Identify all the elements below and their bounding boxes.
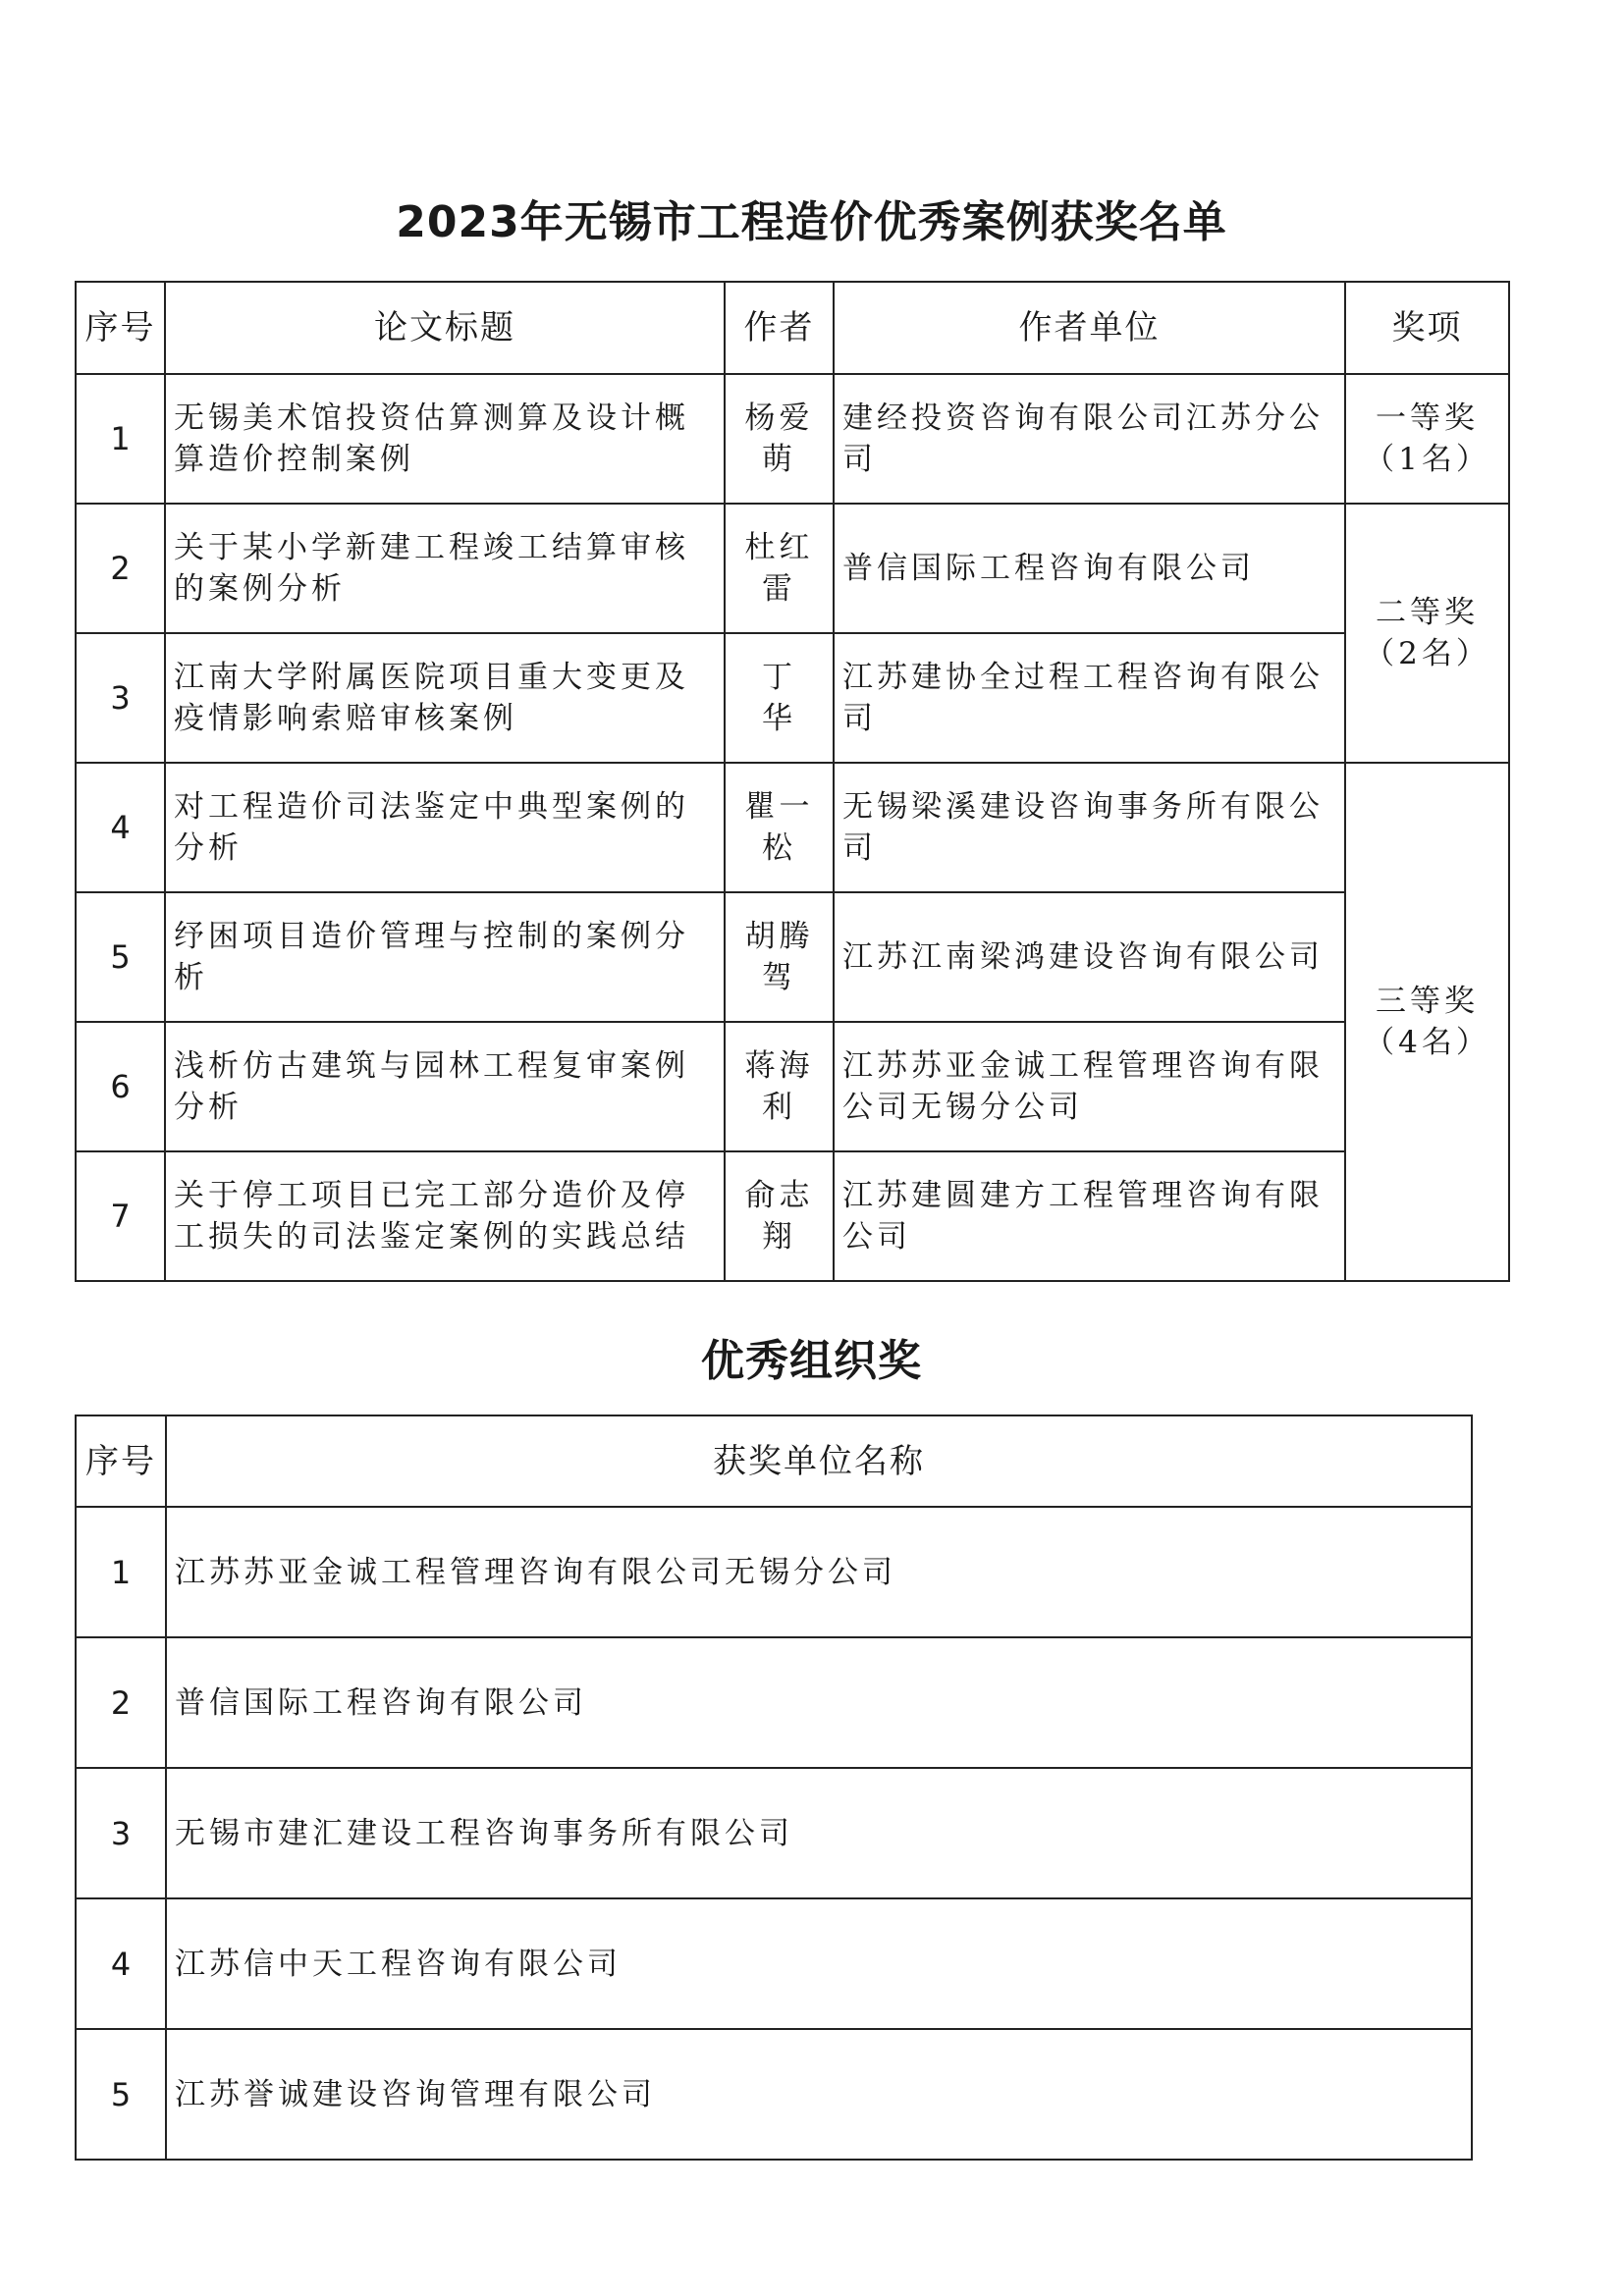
row-unit: 江苏建圆建方工程管理咨询有限公司	[834, 1151, 1345, 1281]
prize-count: （4名）	[1364, 1025, 1490, 1060]
section-title: 优秀组织奖	[701, 1336, 922, 1386]
page-title: 2023年无锡市工程造价优秀案例获奖名单	[396, 197, 1227, 247]
org-award-table	[75, 1415, 1473, 2161]
row-org-name: 江苏信中天工程咨询有限公司	[166, 1898, 1472, 2029]
row-title: 江南大学附属医院项目重大变更及疫情影响索赔审核案例	[165, 633, 725, 763]
row-no: 3	[76, 633, 165, 763]
row-org-name: 普信国际工程咨询有限公司	[166, 1637, 1472, 1768]
row-title: 浅析仿古建筑与园林工程复审案例分析	[165, 1022, 725, 1151]
row-author: 胡腾驾	[725, 892, 834, 1022]
table-header-row	[76, 282, 1509, 374]
row-title: 对工程造价司法鉴定中典型案例的分析	[165, 763, 725, 892]
table-row	[76, 374, 1509, 504]
row-author: 俞志翔	[725, 1151, 834, 1281]
row-no: 4	[76, 1898, 166, 2029]
row-org-name: 江苏誉诚建设咨询管理有限公司	[166, 2029, 1472, 2160]
award-table	[75, 281, 1510, 1282]
header-org-name: 获奖单位名称	[166, 1415, 1472, 1507]
table-row	[76, 1768, 1472, 1898]
row-no: 6	[76, 1022, 165, 1151]
header-prize: 奖项	[1345, 282, 1509, 374]
row-unit: 建经投资咨询有限公司江苏分公司	[834, 374, 1345, 504]
row-author: 蒋海利	[725, 1022, 834, 1151]
row-author: 杨爱萌	[725, 374, 834, 504]
row-title: 无锡美术馆投资估算测算及设计概算造价控制案例	[165, 374, 725, 504]
prize-cell	[1345, 763, 1509, 1281]
prize-name: 三等奖	[1376, 984, 1479, 1019]
table-row	[76, 1507, 1472, 1637]
row-title: 纾困项目造价管理与控制的案例分析	[165, 892, 725, 1022]
table-row	[76, 1898, 1472, 2029]
header-no: 序号	[76, 1415, 166, 1507]
row-no: 2	[76, 1637, 166, 1768]
prize-cell	[1345, 504, 1509, 763]
prize-name: 一等奖	[1376, 400, 1479, 436]
row-no: 5	[76, 892, 165, 1022]
row-no: 7	[76, 1151, 165, 1281]
table-row	[76, 1151, 1509, 1281]
prize-name: 二等奖	[1376, 595, 1479, 630]
row-author: 瞿一松	[725, 763, 834, 892]
table-row	[76, 1022, 1509, 1151]
row-title: 关于停工项目已完工部分造价及停工损失的司法鉴定案例的实践总结	[165, 1151, 725, 1281]
header-author: 作者	[725, 282, 834, 374]
row-no: 4	[76, 763, 165, 892]
table-row	[76, 892, 1509, 1022]
prize-count: （2名）	[1364, 636, 1490, 671]
row-title: 关于某小学新建工程竣工结算审核的案例分析	[165, 504, 725, 633]
header-no: 序号	[76, 282, 165, 374]
prize-cell	[1345, 374, 1509, 504]
table-row	[76, 633, 1509, 763]
table-row	[76, 1637, 1472, 1768]
table-row	[76, 763, 1509, 892]
row-no: 1	[76, 374, 165, 504]
row-no: 3	[76, 1768, 166, 1898]
row-author: 杜红雷	[725, 504, 834, 633]
row-org-name: 无锡市建汇建设工程咨询事务所有限公司	[166, 1768, 1472, 1898]
prize-count: （1名）	[1364, 442, 1490, 477]
row-no: 1	[76, 1507, 166, 1637]
table-row	[76, 2029, 1472, 2160]
row-unit: 无锡梁溪建设咨询事务所有限公司	[834, 763, 1345, 892]
table-header-row	[76, 1415, 1472, 1507]
row-no: 2	[76, 504, 165, 633]
row-unit: 普信国际工程咨询有限公司	[834, 504, 1345, 633]
row-unit: 江苏建协全过程工程咨询有限公司	[834, 633, 1345, 763]
row-unit: 江苏江南梁鸿建设咨询有限公司	[834, 892, 1345, 1022]
row-org-name: 江苏苏亚金诚工程管理咨询有限公司无锡分公司	[166, 1507, 1472, 1637]
row-unit: 江苏苏亚金诚工程管理咨询有限公司无锡分公司	[834, 1022, 1345, 1151]
row-author: 丁 华	[725, 633, 834, 763]
header-unit: 作者单位	[834, 282, 1345, 374]
header-title: 论文标题	[165, 282, 725, 374]
row-no: 5	[76, 2029, 166, 2160]
table-row	[76, 504, 1509, 633]
